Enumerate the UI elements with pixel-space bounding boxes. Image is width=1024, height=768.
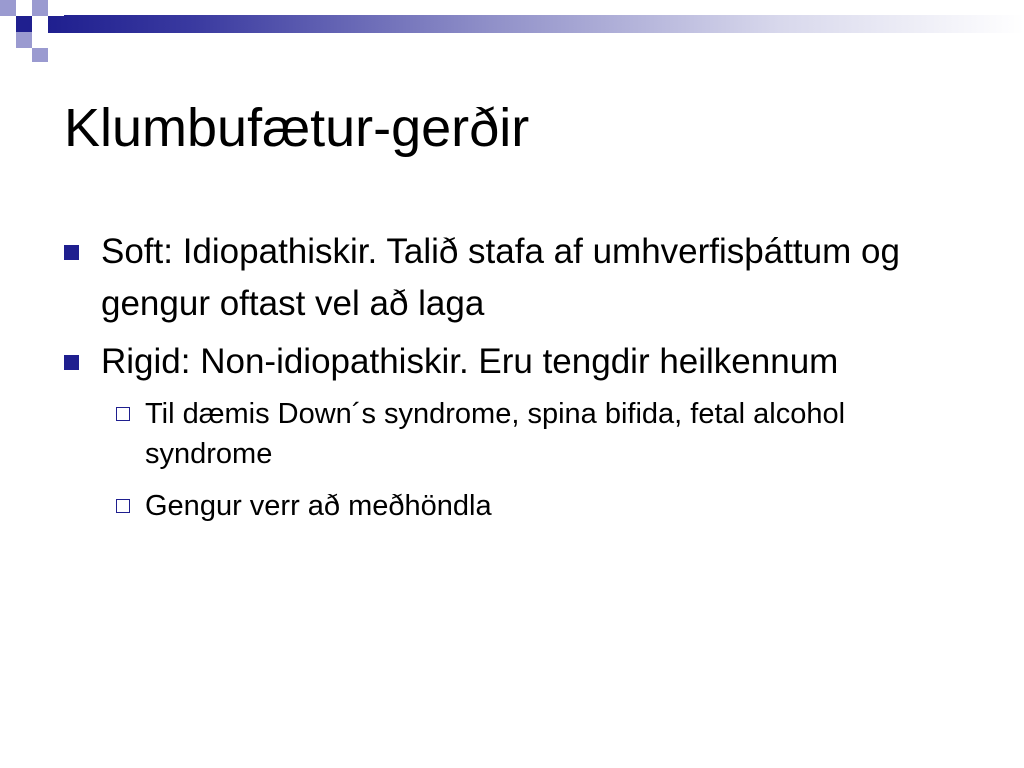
bullet-text: Soft: Idiopathiskir. Talið stafa af umhverfisþáttum og gengur oftast vel að laga — [101, 232, 900, 323]
decor-square — [32, 0, 48, 16]
header-gradient-bar — [48, 15, 1024, 33]
bullet-text: Rigid: Non-idiopathiskir. Eru tengdir heilkennum — [101, 342, 839, 381]
square-bullet-icon — [64, 355, 79, 370]
bullet-item — [64, 226, 944, 330]
square-bullet-icon — [64, 245, 79, 260]
slide-title: Klumbufætur-gerðir — [64, 98, 530, 158]
decor-square — [16, 16, 32, 32]
decor-square — [16, 0, 32, 16]
hollow-square-bullet-icon — [116, 407, 130, 421]
hollow-square-bullet-icon — [116, 499, 130, 513]
sub-bullet-list — [64, 394, 944, 526]
sub-bullet-item — [110, 394, 944, 474]
decor-square — [32, 48, 48, 62]
sub-bullet-text: Til dæmis Down´s syndrome, spina bifida, fetal alcohol syndrome — [145, 398, 846, 470]
decor-square — [32, 32, 48, 48]
slide-content — [64, 226, 944, 538]
decor-square — [0, 16, 16, 32]
decor-square — [16, 32, 32, 48]
decor-square — [0, 0, 16, 16]
sub-bullet-text: Gengur verr að meðhöndla — [145, 490, 492, 522]
sub-bullet-item — [110, 486, 944, 526]
header-decoration — [0, 0, 1024, 64]
decor-square — [48, 0, 64, 16]
bullet-item — [64, 336, 944, 388]
